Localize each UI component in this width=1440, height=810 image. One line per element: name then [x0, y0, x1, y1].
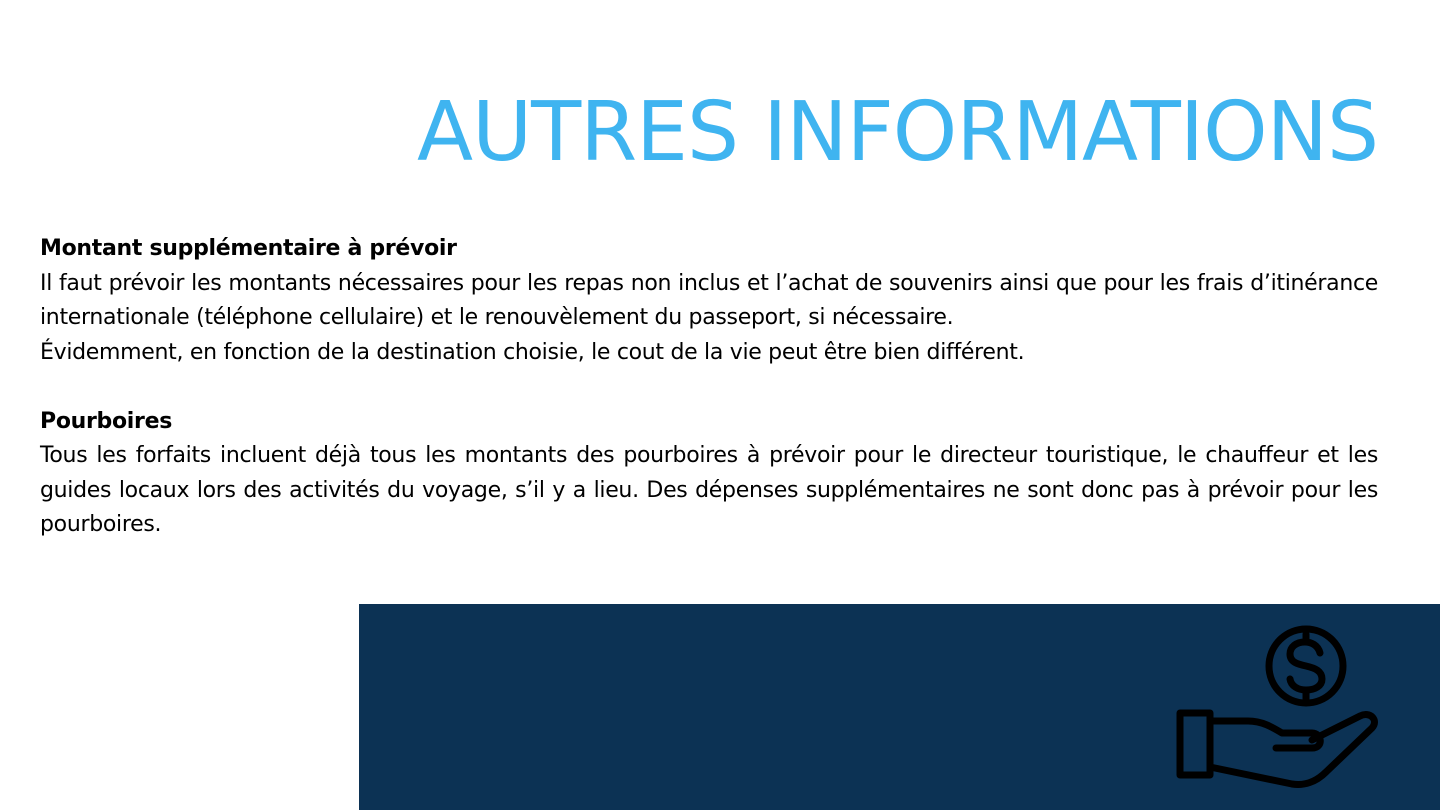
section-paragraph-tips: Tous les forfaits incluent déjà tous les montants des pourboires à prévoir pour le directeur touristique, le chauffeur et les guides locaux lors des activités du voyage, s’il y a lieu. Des dépenses supplémentaires ne sont donc pas à prévoir pour les pourboires. [40, 443, 1378, 537]
section-heading-tips: Pourboires [40, 408, 173, 434]
section-heading-extra-costs: Montant supplémentaire à prévoir [40, 236, 457, 261]
section-paragraph-cost-of-living: Évidemment, en fonction de la destination choisie, le cout de la vie peut être bien différent. [40, 339, 1025, 365]
section-spacer [40, 370, 1378, 405]
page-title: AUTRES INFORMATIONS [417, 85, 1378, 180]
content-body [40, 232, 1378, 543]
section-paragraph-extra-costs: Il faut prévoir les montants nécessaires pour les repas non inclus et l’achat de souvenirs ainsi que pour les frais d’itinérance internationale (téléphone cellulaire) et le renouvèlement du passeport, si nécessaire. [40, 270, 1378, 330]
hand-holding-dollar-icon [1172, 622, 1382, 792]
